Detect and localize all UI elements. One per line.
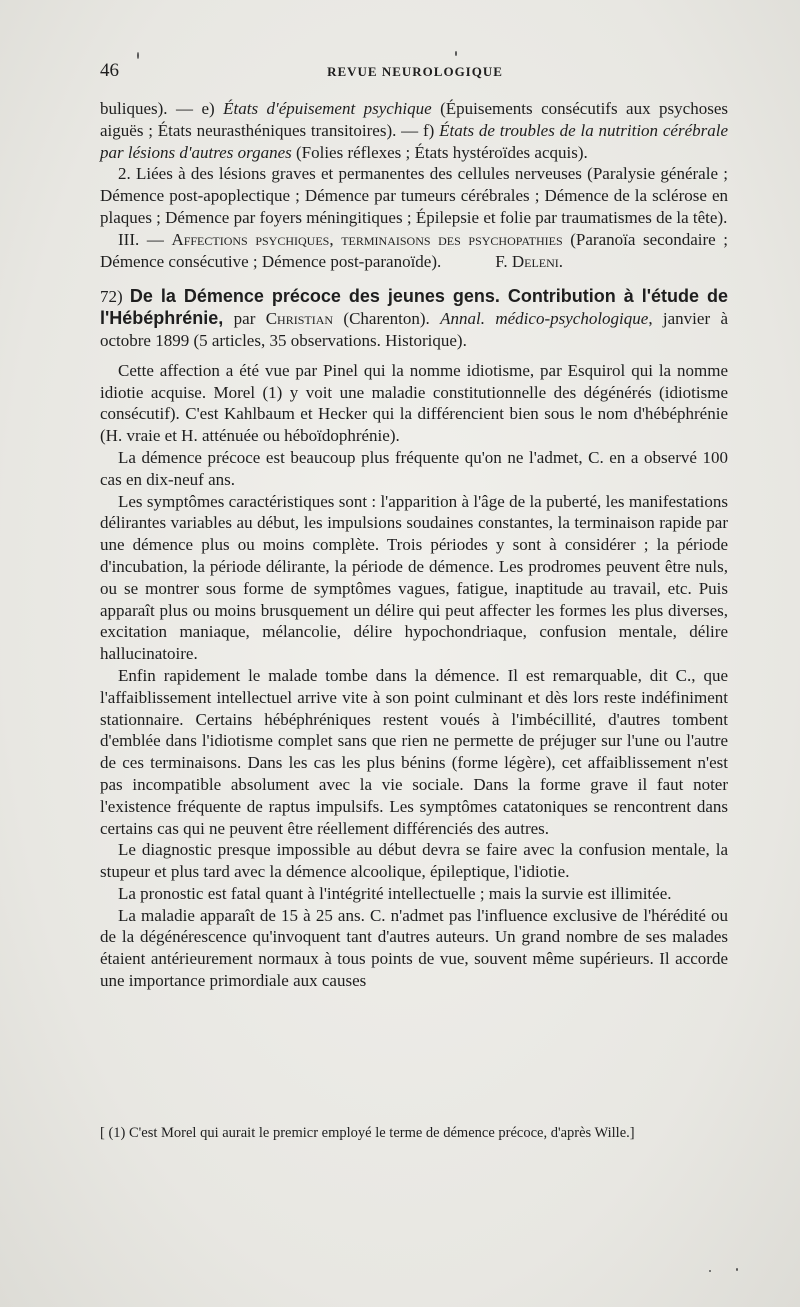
body-text [100, 98, 728, 992]
print-speck [455, 51, 457, 56]
paragraph-symptoms: Les symptômes caractéristiques sont : l'apparition à l'âge de la puberté, les manifestations délirantes variables au début, les impulsions soudaines constantes, la terminaison rapide par une démence plus ou moins complète. Trois périodes y sont à considérer ; la période d'incubation, la période délirante, la période de démence. Les prodromes peuvent être nuls, ou se montrer sous forme de symptômes vagues, fatigue, inaptitude au travail, etc. Puis apparaît plus ou moins brusquement un délire qui peut affecter les formes les plus diverses, excitation maniaque, mélancolie, délire hypochondriaque, confusion mentale, délire hallucinatoire. [100, 491, 728, 664]
print-speck [709, 1270, 711, 1272]
paragraph-frequency: La démence précoce est beaucoup plus fréquente qu'on ne l'admet, C. en a observé 100 cas en dix-neuf ans. [100, 447, 728, 489]
item-heading: 72) De la Démence précoce des jeunes gens. Contribution à l'étude de l'Hébéphrénie, par Christian (Charenton). Annal. médico-psychologique, janvier à octobre 1899 (5 articles, 35 observations. Historique). [100, 286, 728, 350]
paragraph-etiology: La maladie apparaît de 15 à 25 ans. C. n'admet pas l'influence exclusive de l'hérédité ou de la dégénérescence qu'invoquent tant d'autres auteurs. Un grand nombre de ses malades étaient antérieurement normaux à tous points de vue, souvent même supérieurs. Il accorde une importance primordiale aux causes [100, 905, 728, 991]
author-signature: F. Deleni. [495, 251, 564, 271]
running-title: REVUE NEUROLOGIQUE [327, 64, 503, 79]
item-author: Christian [265, 309, 334, 329]
item-title: De la Démence précoce des jeunes gens. Contribution à l'étude de l'Hébéphrénie, [100, 286, 728, 329]
footnote: [ (1) C'est Morel qui aurait le premicr employé le terme de démence précoce, d'après Wille.] [100, 1125, 635, 1141]
print-speck [736, 1268, 738, 1271]
page-number: 46 [100, 60, 119, 81]
print-speck [137, 52, 139, 59]
paragraph-classification-e-f: buliques). — e) États d'épuisement psychique (Épuisements consécutifs aux psychoses aiguës ; États neurasthéniques transitoires). — f) États de troubles de la nutrition cérébrale par lésions d'autres organes (Folies réflexes ; États hystéroïdes acquis). [100, 99, 728, 162]
item-number: 72) [100, 287, 130, 307]
italic-term: États de troubles de la nutrition cérébrale par lésions d'autres organes [100, 120, 728, 162]
paragraph-diagnosis: Le diagnostic presque impossible au début devra se faire avec la confusion mentale, la stupeur et plus tard avec la démence alcoolique, épileptique, l'idiotie. [100, 840, 728, 882]
page-header [100, 60, 730, 90]
small-caps-heading: Affections psychiques, terminaisons des psychopathies [171, 229, 563, 249]
item-journal: Annal. médico-psychologique [440, 309, 649, 329]
paragraph-lesions: 2. Liées à des lésions graves et permanentes des cellules nerveuses (Paralysie générale ; Démence post-apoplectique ; Démence par tumeurs cérébrales ; Démence de la sclérose en plaques ; Démence par foyers méningitiques ; Épilepsie et folie par traumatismes de la tête). [100, 164, 728, 227]
item-reference: , janvier à octobre 1899 (5 articles, 35 observations. Historique). [100, 309, 728, 350]
paragraph-prognosis: La pronostic est fatal quant à l'intégrité intellectuelle ; mais la survie est illimitée. [118, 883, 672, 903]
paragraph-history: Cette affection a été vue par Pinel qui la nomme idiotisme, par Esquirol qui la nomme idiotie acquise. Morel (1) y voit une maladie constitutionnelle des dégénérés (idiotisme consécutif). C'est Kahlbaum et Hecker qui la différencient bien sous le nom d'hébéphrénie (H. vraie et H. atténuée ou héboïdophrénie). [100, 360, 728, 446]
paragraph-affections: III. — Affections psychiques, terminaisons des psychopathies (Paranoïa secondaire ; Démence consécutive ; Démence post-paranoïde). F. Deleni. [100, 229, 728, 271]
italic-term: États d'épuisement psychique [223, 99, 432, 118]
paragraph-dementia: Enfin rapidement le malade tombe dans la démence. Il est remarquable, dit C., que l'affaiblissement intellectuel arrive vite à son point culminant et dès lors reste indéfiniment stationnaire. Certains hébéphréniques restent voués à l'imbécillité, d'autres tombent d'emblée dans l'idiotisme complet sans que rien ne permette de préjuger sur l'une ou l'autre de ces terminaisons. Dans les cas les plus bénins (forme légère), cet affaiblissement n'est pas incompatible absolument avec la vie sociale. Dans la forme grave il faut noter l'existence fréquente de raptus impulsifs. Les symptômes catatoniques se rencontrent dans certains cas qui ne peuvent être réellement différenciés des autres. [100, 665, 728, 838]
